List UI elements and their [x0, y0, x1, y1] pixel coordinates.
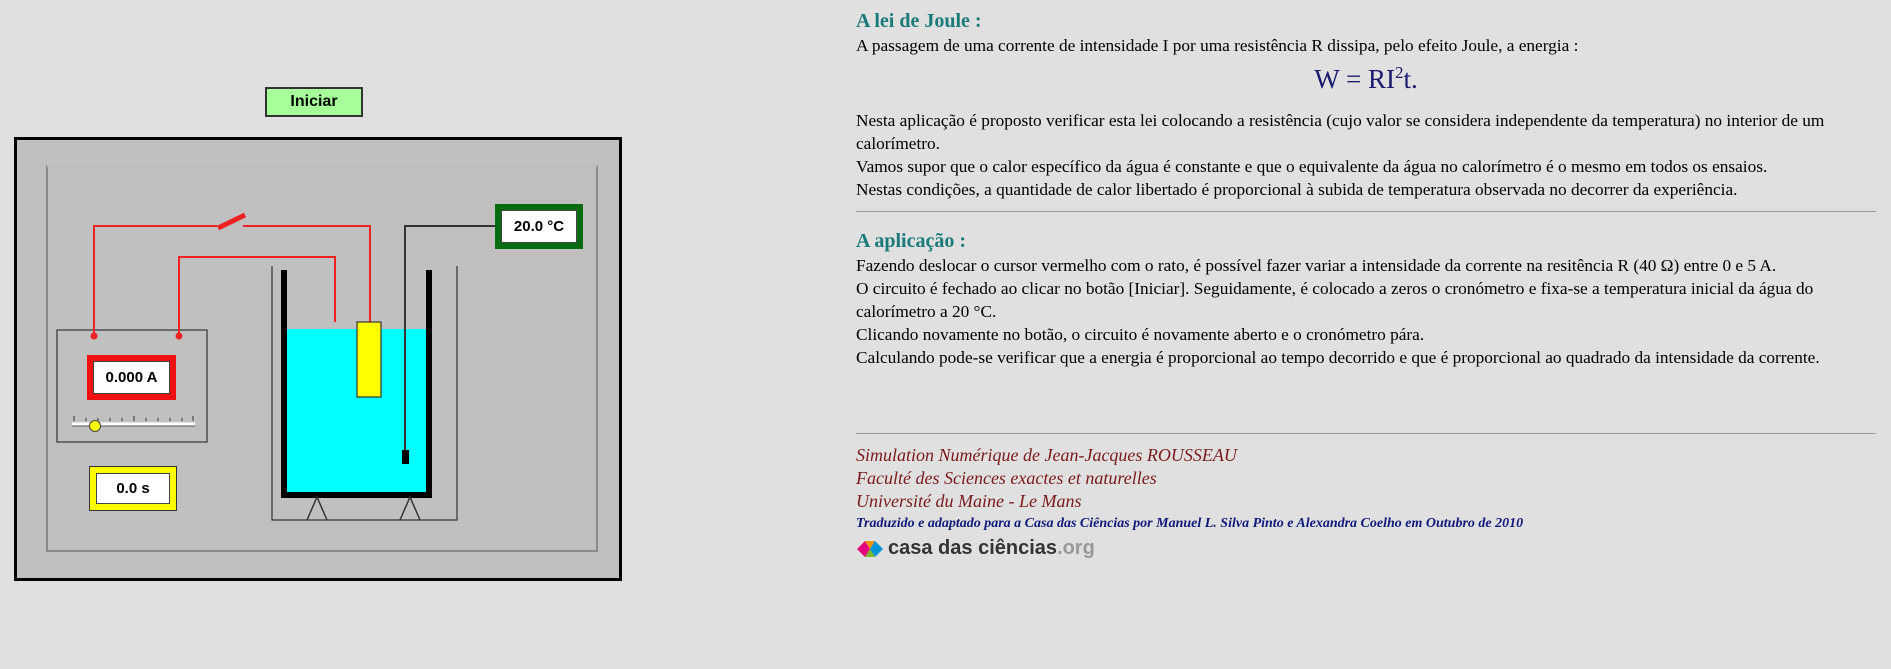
- application-paragraph-1: Fazendo deslocar o cursor vermelho com o rato, é possível fazer variar a intensidade da corrente na resitência R (40 Ω) entre 0 e 5 A.: [856, 256, 1777, 275]
- simulation-panel: [14, 137, 622, 581]
- ammeter-terminal-right: [176, 333, 183, 340]
- logo-tld: .org: [1057, 537, 1095, 559]
- casa-das-ciencias-logo[interactable]: [856, 537, 1876, 560]
- formula-exponent: 2: [1394, 63, 1404, 82]
- formula-main: W = RI: [1314, 64, 1395, 94]
- divider: [856, 211, 1876, 212]
- time-value: 0.0 s: [96, 473, 170, 504]
- current-value: 0.000 A: [93, 361, 170, 394]
- chronometer-display: [89, 466, 177, 511]
- application-paragraph-2: O circuito é fechado ao clicar no botão [Iniciar]. Seguidamente, é colocado a zeros o cronómetro e fixa-se a temperatura inicial da água do calorímetro a 20 °C.: [856, 279, 1814, 321]
- description: [856, 8, 1876, 560]
- logo-icon: [856, 538, 884, 560]
- start-button[interactable]: Iniciar: [265, 87, 363, 117]
- temperature-value: 20.0 °C: [501, 210, 577, 243]
- joule-paragraph-2: Vamos supor que o calor específico da água é constante e que o equivalente da água no calorímetro é o mesmo em todos os ensaios.: [856, 157, 1768, 176]
- application-paragraph-3: Clicando novamente no botão, o circuito é novamente aberto e o cronómetro pára.: [856, 325, 1425, 344]
- joule-paragraph-3: Nestas condições, a quantidade de calor libertado é proporcional à subida de temperatura observada no decorrer da experiência.: [856, 180, 1738, 199]
- joule-paragraph-1: Nesta aplicação é proposto verificar esta lei colocando a resistência (cujo valor se considera independente da temperatura) no interior de um calorímetro.: [856, 111, 1825, 153]
- formula-tail: t.: [1403, 64, 1418, 94]
- temperature-display: [495, 204, 583, 249]
- ammeter-display: [87, 355, 176, 400]
- thermometer-probe: [402, 450, 409, 464]
- application-heading: A aplicação :: [856, 230, 966, 252]
- ammeter-terminal-left: [91, 333, 98, 340]
- application-paragraph-4: Calculando pode-se verificar que a energia é proporcional ao tempo decorrido e que é proporcional ao quadrado da intensidade da corrente.: [856, 348, 1820, 367]
- joule-heading: A lei de Joule :: [856, 10, 982, 32]
- logo-text: casa das ciências: [888, 537, 1058, 559]
- slider-knob[interactable]: [90, 421, 101, 432]
- joule-intro: A passagem de uma corrente de intensidade I por uma resistência R dissipa, pelo efeito Joule, a energia :: [856, 36, 1579, 55]
- divider-credits: [856, 433, 1876, 434]
- resistor: [357, 322, 381, 397]
- credit-line-2: Faculté des Sciences exactes et naturelles: [856, 468, 1157, 488]
- joule-formula: [856, 63, 1876, 95]
- credit-line-3: Université du Maine - Le Mans: [856, 491, 1082, 511]
- credit-line-1: Simulation Numérique de Jean-Jacques ROUSSEAU: [856, 445, 1237, 465]
- translation-credit: Traduzido e adaptado para a Casa das Ciências por Manuel L. Silva Pinto e Alexandra Coelho em Outubro de 2010: [856, 516, 1524, 531]
